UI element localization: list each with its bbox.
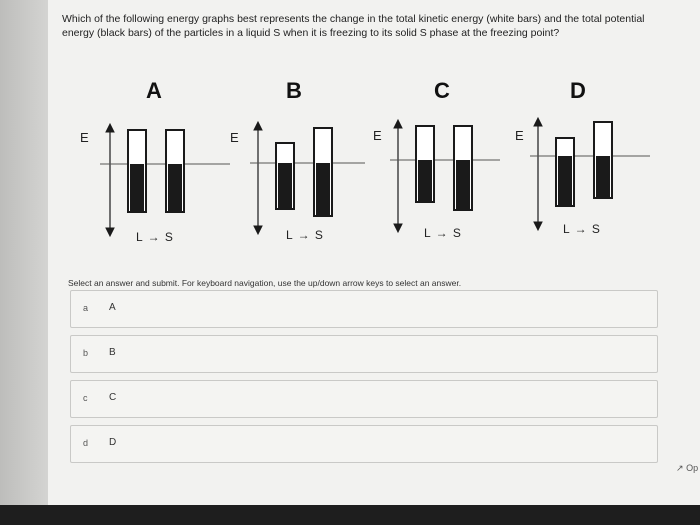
- energy-graphs: [60, 70, 660, 260]
- graph-a-axis-label: E: [80, 130, 89, 145]
- graph-c-axis-label: E: [373, 128, 382, 143]
- graph-a-transition: L → S: [136, 230, 174, 244]
- open-button[interactable]: [676, 463, 698, 474]
- graph-c-transition: L → S: [424, 226, 462, 240]
- graph-d-transition: L → S: [563, 222, 601, 236]
- option-text: A: [109, 302, 116, 313]
- graph-label-b: B: [286, 78, 302, 103]
- graph-d: [530, 118, 650, 230]
- graph-b-transition: L → S: [286, 228, 324, 242]
- answer-option-b[interactable]: [70, 335, 658, 373]
- expand-icon: ↗: [676, 463, 684, 473]
- option-letter: c: [83, 393, 88, 403]
- option-letter: d: [83, 438, 89, 448]
- option-letter: b: [83, 348, 89, 358]
- graph-b-axis-label: E: [230, 130, 239, 145]
- graph-label-a: A: [146, 78, 162, 103]
- graphs-drawing: [60, 70, 660, 260]
- option-text: C: [109, 392, 117, 403]
- graph-c: [390, 120, 500, 232]
- answer-option-a[interactable]: [70, 290, 658, 328]
- graph-b: [250, 122, 365, 234]
- answer-option-c[interactable]: [70, 380, 658, 418]
- graph-label-d: D: [570, 78, 586, 103]
- graph-a: [100, 124, 230, 236]
- question-text: Which of the following energy graphs best represents the change in the total kinetic energy (white bars) and the total potential energy (black bars) of the particles in a liquid S when it is freezing to its solid S phase at the freezing point?: [62, 13, 645, 39]
- option-text: D: [109, 437, 117, 448]
- answer-option-d[interactable]: [70, 425, 658, 463]
- graph-d-axis-label: E: [515, 128, 524, 143]
- option-text: B: [109, 347, 116, 358]
- bottom-bar: [0, 505, 700, 525]
- open-button-label: Op: [686, 463, 699, 473]
- left-shadow: [0, 0, 48, 525]
- option-letter: a: [83, 303, 89, 313]
- instructions-text: Select an answer and submit. For keyboard navigation, use the up/down arrow keys to select an answer.: [68, 278, 462, 288]
- graph-label-c: C: [434, 78, 450, 103]
